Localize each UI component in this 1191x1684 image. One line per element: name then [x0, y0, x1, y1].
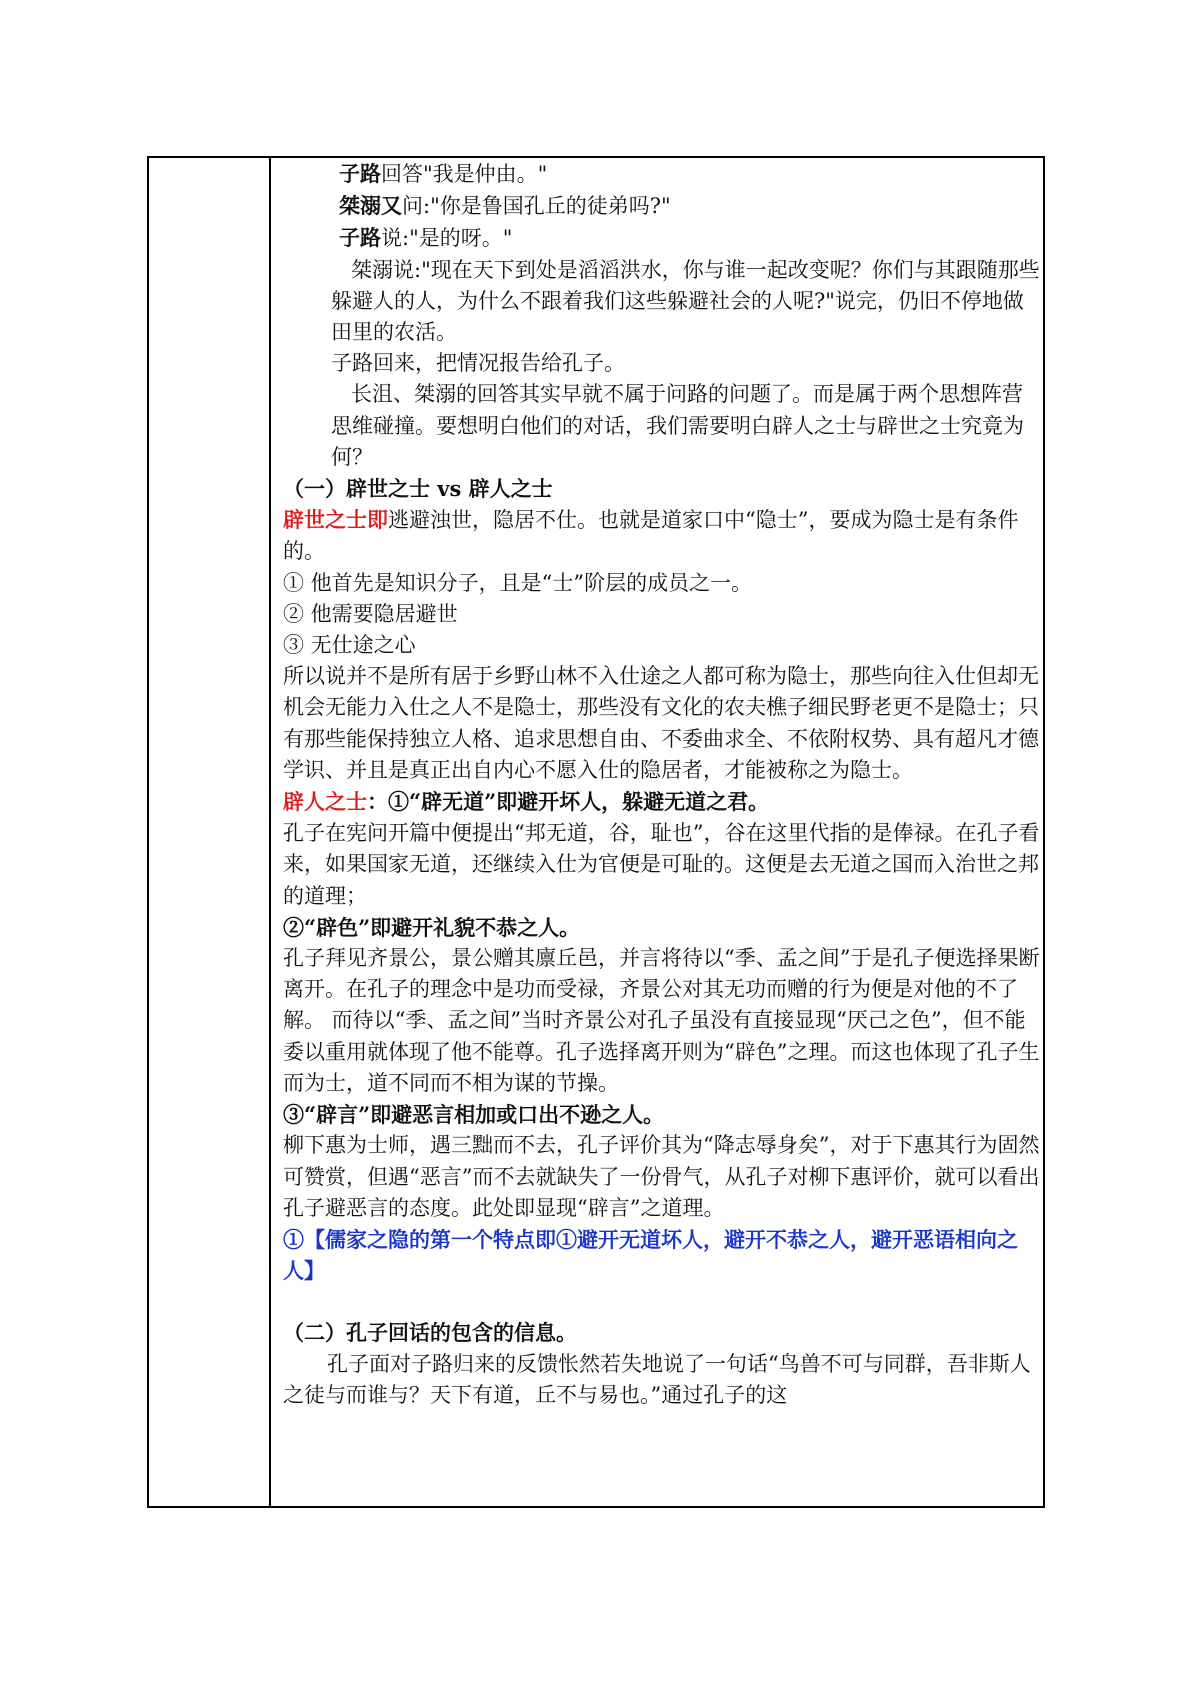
condition-item-2: ② 他需要隐居避世: [283, 601, 458, 626]
bi-se-heading: ②“辟色”即避开礼貌不恭之人。: [283, 914, 581, 940]
dialogue-line-3: 子路说:"是的呀。": [339, 225, 513, 251]
condition-item-3: ③ 无仕途之心: [283, 633, 416, 658]
left-column: [149, 158, 271, 1506]
condition-item-1: ① 他首先是知识分子，且是“士”阶层的成员之一。: [283, 570, 753, 595]
bi-yan-paragraph: 柳下惠为士师，遇三黜而不去，孔子评价其为“降志辱身矣”，对于下惠其行为固然可赞赏，但遇“恶言”而不去就缺失了一份骨气，从孔子对柳下惠评价，就可以看出孔子避恶言的态度。此处即显现“辟言”之道理。: [283, 1133, 1040, 1220]
section2-paragraph: 孔子面对子路归来的反馈怅然若失地说了一句话“鸟兽不可与同群，吾非斯人之徒与而谁与？天下有道，丘不与易也。”通过孔子的这: [283, 1351, 1031, 1407]
bi-wudao-paragraph: 孔子在宪问开篇中便提出“邦无道，谷，耻也”，谷在这里代指的是俸禄。在孔子看来，如果国家无道，还继续入仕为官便是可耻的。这便是去无道之国而入治世之邦的道理；: [283, 821, 1040, 908]
bi-se-paragraph: 孔子拜见齐景公，景公赠其廪丘邑，并言将待以“季、孟之间”于是孔子便选择果断离开。在孔子的理念中是功而受禄，齐景公对其无功而赠的行为便是对他的不了解。 而待以“季、孟之间”当时齐景公对孔子虽没有直接显现“厌己之色”，但不能委以重用就体现了他不能尊。孔子选择离开则为“辟色”之理。而这也体现了孔子生而为士，道不同而不相为谋的节操。: [283, 946, 1040, 1095]
section2-heading: （二）孔子回话的包含的信息。: [283, 1320, 577, 1346]
hermit-paragraph: 所以说并不是所有居于乡野山林不入仕途之人都可称为隐士，那些向往入仕但却无机会无能力入仕之人不是隐士，那些没有文化的农夫樵子细民野老更不是隐士；只有那些能保持独立人格、追求思想自由、不委曲求全、不依附权势、具有超凡才德学识、并且是真正出自内心不愿入仕的隐居者，才能被称之为隐士。: [283, 664, 1039, 782]
section1-heading: （一）辟世之士 vs 辟人之士: [283, 476, 553, 502]
table-frame: [147, 156, 1045, 1508]
bi-yan-heading: ③“辟言”即避恶言相加或口出不逊之人。: [283, 1102, 665, 1128]
content-cell: [283, 158, 1043, 1411]
dialogue-paragraph-6: 长沮、桀溺的回答其实早就不属于问路的问题了。而是属于两个思想阵营思维碰撞。要想明白他们的对话，我们需要明白辟人之士与辟世之士究竟为何？: [331, 382, 1024, 469]
dialogue-line-2: 桀溺又问:"你是鲁国孔丘的徒弟吗?": [339, 193, 671, 219]
bi-ren-heading: 辟人之士：①“辟无道”即避开坏人，躲避无道之君。: [283, 789, 770, 815]
summary-note: ①【儒家之隐的第一个特点即①避开无道坏人，避开不恭之人，避开恶语相向之人】: [283, 1226, 1018, 1284]
dialogue-paragraph-5: 子路回来，把情况报告给孔子。: [331, 351, 625, 376]
dialogue-line-1: 子路回答"我是仲由。": [339, 161, 548, 186]
dialogue-paragraph-4: 桀溺说:"现在天下到处是滔滔洪水，你与谁一起改变呢？你们与其跟随那些躲避人的人，为什么不跟着我们这些躲避社会的人呢?"说完，仍旧不停地做田里的农活。: [331, 257, 1040, 345]
blank-line: [283, 1286, 1043, 1317]
section1-definition: 辟世之士即逃避浊世，隐居不仕。也就是道家口中“隐士”，要成为隐士是有条件的。: [283, 507, 1019, 564]
